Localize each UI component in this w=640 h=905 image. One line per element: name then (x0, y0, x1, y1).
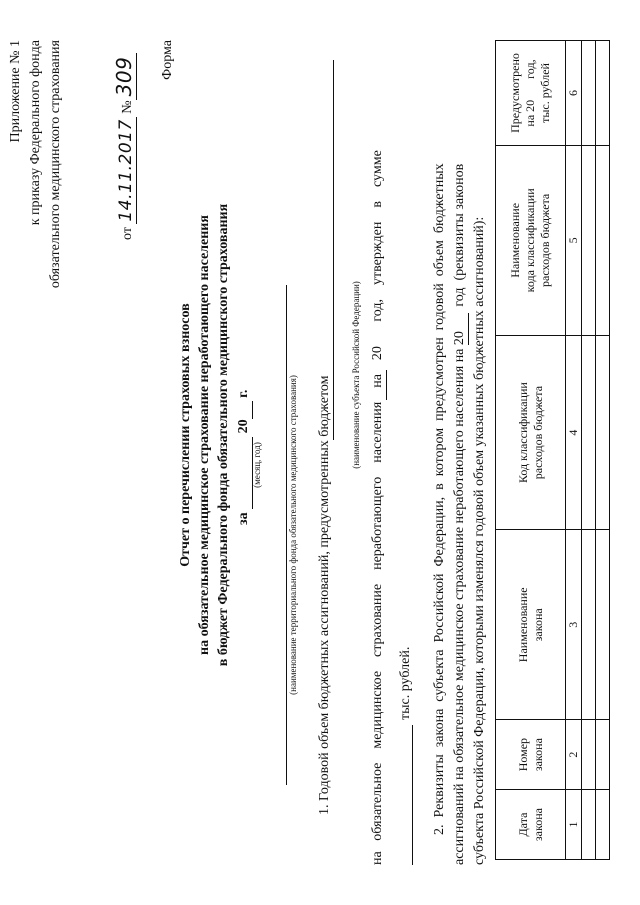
section2-line2: ассигнований на обязательное медицинское страхование неработающего населения на 20 год (реквизиты законов (452, 163, 467, 865)
number-prefix: № (120, 100, 135, 114)
header-budget-code: Код классификации расходов бюджета (496, 335, 566, 530)
col-number-3: 3 (566, 530, 582, 720)
form-label: Форма (160, 40, 175, 80)
header-planned-amount: Предусмотрено на 20 год, тыс. рублей (496, 41, 566, 146)
col-number-6: 6 (566, 41, 582, 146)
appendix-block (6, 40, 66, 425)
period-year-blank (236, 401, 253, 419)
section2-line1: 2. Реквизиты закона субъекта Российской Федерации, в котором предусмотрен годовой объем бюджетных (432, 163, 447, 835)
title-line-2: на обязательное медицинское страхование неработающего населения (197, 215, 212, 655)
table-row (582, 41, 596, 860)
report-title (176, 115, 233, 755)
section1-line2: на обязательное медицинское страхование неработающего населения на 20 год, утвержден в сумме (370, 150, 385, 865)
table-cell (596, 790, 610, 860)
header-law-date: Дата закона (496, 790, 566, 860)
table-header-row (496, 41, 566, 860)
section1-amount-line (412, 725, 413, 865)
section1-text: 1. Годовой объем бюджетных ассигнований, предусмотренных бюджетом (317, 375, 332, 815)
col-number-5: 5 (566, 145, 582, 335)
report-period (236, 325, 253, 525)
date-prefix: от (120, 227, 135, 240)
table-cell (582, 720, 596, 790)
section2-year-blank (468, 313, 469, 345)
col-number-4: 4 (566, 335, 582, 530)
header-law-number: Номер закона (496, 720, 566, 790)
period-month-blank (236, 437, 253, 509)
table-cell (596, 41, 610, 146)
territorial-fund-line (286, 285, 287, 785)
table-cell (596, 720, 610, 790)
table-cell (582, 41, 596, 146)
laws-table (495, 40, 610, 860)
table-cell (596, 335, 610, 530)
table-cell (596, 145, 610, 335)
period-g: г. (236, 389, 251, 398)
table-row (596, 41, 610, 860)
table-cell (596, 530, 610, 720)
period-za: за (236, 512, 251, 525)
appendix-order: к приказу Федерального фонда (28, 40, 43, 226)
appendix-fund: обязательного медицинского страхования (48, 40, 63, 289)
subject-name-line (333, 60, 334, 440)
section1-year-blank (386, 370, 387, 400)
subject-caption: (наименование субъекта Российской Федерации) (351, 281, 361, 469)
table-number-row (566, 41, 582, 860)
section1-line3: тыс. рублей. (398, 646, 413, 720)
order-date-line (112, 30, 136, 240)
territorial-fund-caption: (наименование территориального фонда обязательного медицинского страхования) (288, 375, 298, 695)
table-cell (582, 790, 596, 860)
col-number-1: 1 (566, 790, 582, 860)
table-cell (582, 530, 596, 720)
header-law-name: Наименование закона (496, 530, 566, 720)
appendix-number: Приложение № 1 (8, 40, 23, 143)
col-number-2: 2 (566, 720, 582, 790)
handwritten-number: 309 (112, 53, 137, 101)
table-cell (582, 335, 596, 530)
table-cell (582, 145, 596, 335)
period-year: 20 (236, 419, 251, 434)
month-year-caption: (месяц, год) (252, 442, 262, 488)
header-budget-code-name: Наименование кода классификации расходов бюджета (496, 145, 566, 335)
title-line-1: Отчет о перечислении страховых взносов (178, 303, 193, 567)
title-line-3: в бюджет Федерального фонда обязательного медицинского страхования (216, 203, 231, 667)
handwritten-date: 14.11.2017 (116, 119, 136, 222)
section2-line3: субъекта Российской Федерации, которыми изменялся годовой объем указанных бюджетных ассигнований): (472, 216, 487, 865)
